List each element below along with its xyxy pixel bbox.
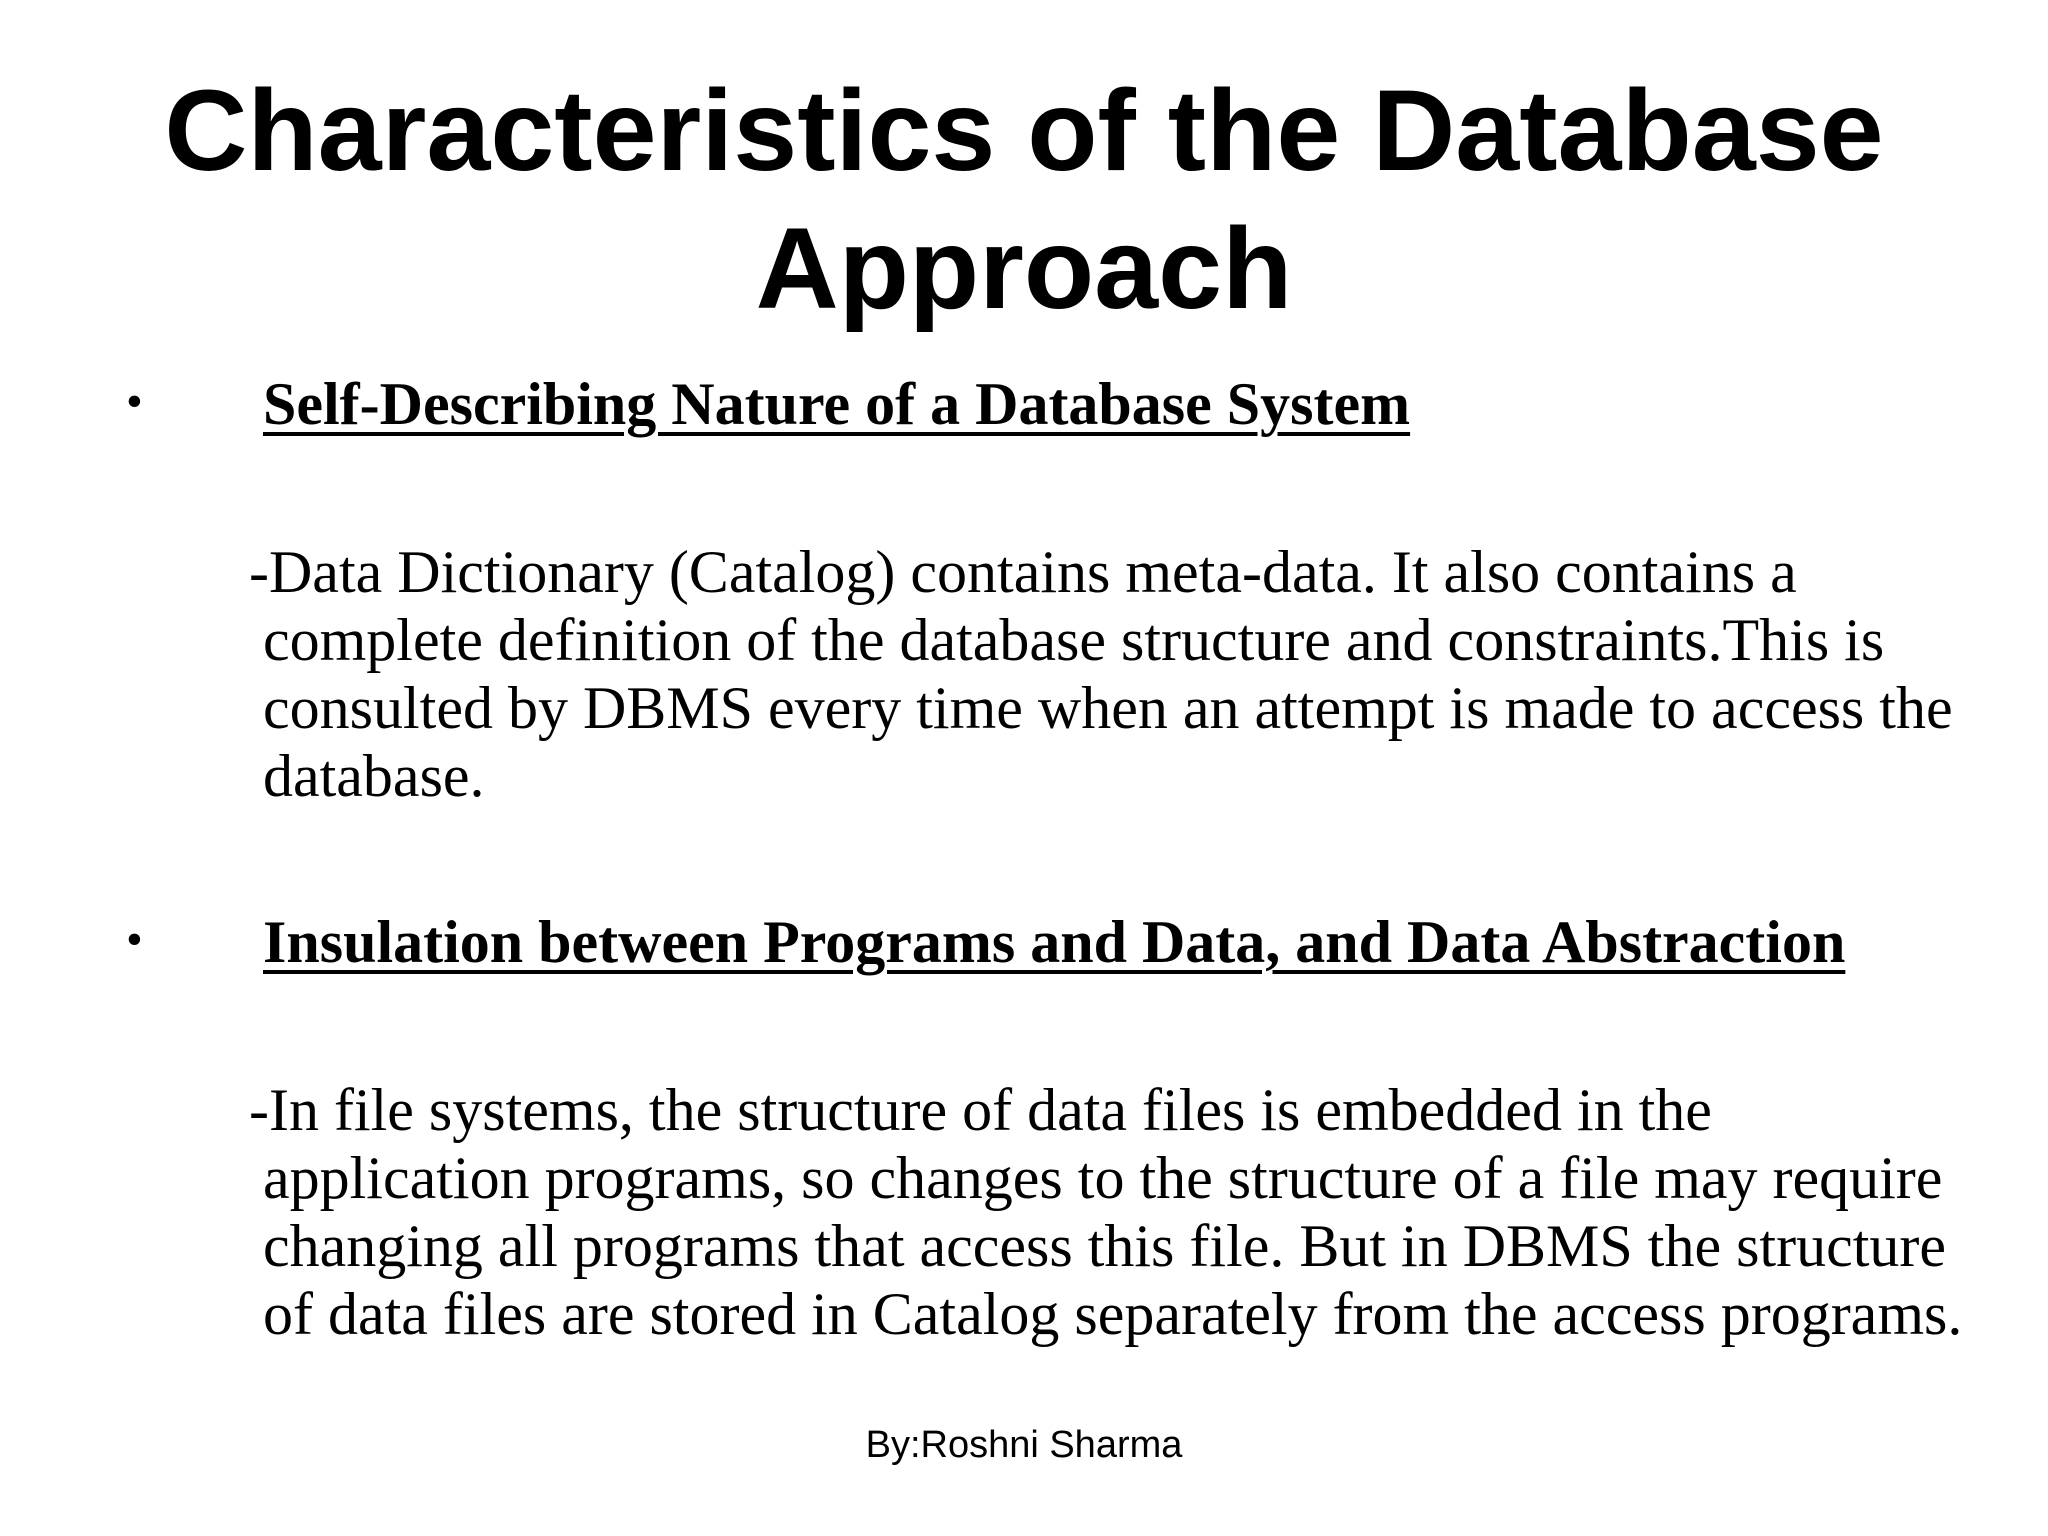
section-body-insulation: -In file systems, the structure of data files is embedded in the application programs, so changes to the structure of a file may require changing all programs that access this file. But in DBMS the structure of data files are stored in Catalog separately from the access programs. xyxy=(249,1077,1963,1347)
section-heading-self-describing: Self-Describing Nature of a Database System xyxy=(263,371,1411,437)
author-footer: By:Roshni Sharma xyxy=(865,1424,1183,1466)
slide-title: Characteristics of the Database Approach xyxy=(164,67,1884,333)
bullet-icon: • xyxy=(126,913,143,966)
section-heading-insulation: Insulation between Programs and Data, and Data Abstraction xyxy=(263,909,1846,975)
section-body-self-describing: -Data Dictionary (Catalog) contains meta-data. It also contains a complete definition of the database structure and constraints.This is consulted by DBMS every time when an attempt is made to access the database. xyxy=(249,539,1953,809)
bullet-icon: • xyxy=(126,375,143,428)
